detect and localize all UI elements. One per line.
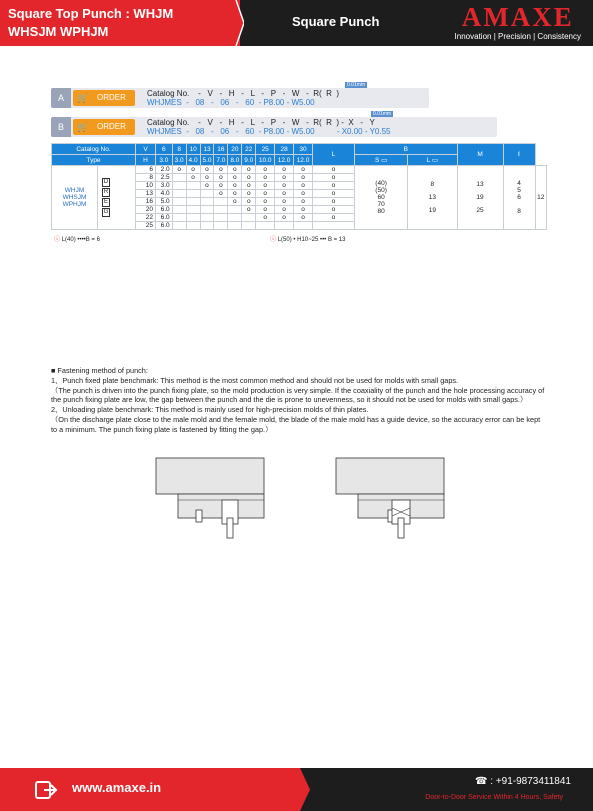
availability-mark: o [186, 166, 200, 174]
table-row [52, 166, 547, 174]
v-header: V [136, 144, 156, 155]
note-right-text: L(50) • H10~25 ••• B = 13 [277, 237, 346, 243]
v-value: 16 [145, 198, 153, 205]
h-value: 2.5 [156, 174, 173, 182]
order-button-label: ORDER [97, 122, 126, 131]
shape-code: E [103, 199, 108, 205]
availability-mark: o [275, 190, 294, 198]
v-col-0: 6 [156, 144, 173, 155]
availability-mark: o [242, 190, 256, 198]
v-cell [136, 190, 156, 198]
fastening-text [51, 366, 547, 435]
b-l-value: 13 [476, 181, 484, 188]
availability-mark: o [256, 190, 275, 198]
v-col-8: 28 [275, 144, 294, 155]
brand-logo [455, 3, 581, 41]
b-s-header: S ▭ [354, 155, 407, 166]
availability-mark: o [256, 182, 275, 190]
order-letter: A [51, 88, 71, 108]
b-s-value: 8 [430, 181, 435, 188]
availability-mark: o [214, 190, 228, 198]
fastening-p3: 2、Unloading plate benchmark: This method is mainly used for high-precision molds of thin plates. [51, 405, 369, 415]
availability-mark: o [312, 182, 354, 190]
b-s-value: 13 [428, 194, 436, 201]
availability-mark: o [228, 174, 242, 182]
left-title-line2: WHSJM WPHJM [8, 24, 109, 39]
availability-mark: o [256, 214, 275, 222]
warning-icon: ⓘ [270, 237, 277, 243]
availability-mark: o [200, 182, 214, 190]
v-cell [136, 206, 156, 214]
v-value: 13 [145, 190, 153, 197]
v-cell [136, 182, 156, 190]
h-col-0: 3.0 [156, 155, 173, 166]
punch-plate-diagram [154, 456, 266, 542]
brand-name: AMAXE [461, 2, 574, 32]
phone-icon: ☎ [475, 776, 488, 787]
availability-mark [214, 198, 228, 206]
order-button[interactable] [73, 90, 135, 106]
availability-mark: o [228, 166, 242, 174]
availability-mark [172, 190, 186, 198]
availability-mark [172, 182, 186, 190]
order-bar-b [51, 111, 497, 137]
v-cell [136, 214, 156, 222]
availability-mark [186, 206, 200, 214]
stripper-plate-diagram [334, 456, 446, 542]
v-value: 25 [145, 222, 153, 229]
b-s-value: 19 [428, 207, 436, 214]
footer [0, 768, 593, 811]
h-value: 2.0 [156, 166, 173, 174]
availability-mark: o [312, 166, 354, 174]
v-cell [136, 222, 156, 230]
v-cell [136, 198, 156, 206]
availability-mark: o [242, 166, 256, 174]
availability-mark [172, 206, 186, 214]
availability-mark [242, 222, 256, 230]
availability-mark: o [275, 166, 294, 174]
order-letter: B [51, 117, 71, 137]
availability-mark: o [312, 174, 354, 182]
availability-mark [200, 214, 214, 222]
l-values: (40) (50) 60 70 80 [354, 166, 407, 230]
b-header: B [354, 144, 457, 155]
tolerance-badge: 0.01mm [373, 111, 392, 117]
availability-mark [172, 214, 186, 222]
availability-mark: o [294, 190, 313, 198]
availability-mark: o [242, 198, 256, 206]
availability-mark [200, 190, 214, 198]
availability-mark [200, 198, 214, 206]
v-value: 6 [149, 166, 153, 173]
shape-code: G [103, 209, 109, 215]
fastening-p4: （On the discharge plate close to the male mold and the female mold, the blade of the male mold has a guide device, so the accuracy error can be kept to a minimum. The punch fixing plate is fastened by fitting the gap.） [51, 414, 541, 434]
availability-mark: o [312, 214, 354, 222]
availability-mark [186, 182, 200, 190]
availability-mark [256, 222, 275, 230]
availability-mark: o [256, 206, 275, 214]
availability-mark: o [294, 214, 313, 222]
h-col-5: 8.0 [228, 155, 242, 166]
h-col-9: 12.0 [294, 155, 313, 166]
availability-mark: o [214, 174, 228, 182]
catalog-format: Catalog No. - V - H - L - P - W - R( R ) - X - Y [147, 118, 375, 127]
availability-mark [172, 222, 186, 230]
shape-code: R [103, 189, 109, 195]
service-text: Door-to-Door Service Within 4 Hours, Safety [425, 794, 563, 801]
fastening-heading: ■ Fastening method of punch: [51, 366, 148, 375]
h-value: 6.0 [156, 206, 173, 214]
v-col-4: 16 [214, 144, 228, 155]
availability-mark: o [200, 166, 214, 174]
availability-mark [275, 222, 294, 230]
availability-mark: o [275, 214, 294, 222]
availability-mark: o [242, 174, 256, 182]
header-red-band [0, 0, 240, 46]
phone [475, 776, 571, 787]
availability-mark: o [275, 198, 294, 206]
order-button[interactable] [73, 119, 135, 135]
type-cell [52, 166, 98, 230]
availability-mark: o [312, 206, 354, 214]
availability-mark: o [172, 166, 186, 174]
availability-mark [228, 214, 242, 222]
phone-number: : +91-9873411841 [490, 776, 571, 787]
availability-mark [200, 206, 214, 214]
availability-mark [186, 222, 200, 230]
availability-mark [312, 222, 354, 230]
website-link[interactable]: www.amaxe.in [72, 780, 162, 795]
warning-icon: ⓘ [54, 237, 61, 243]
note-left [54, 234, 100, 243]
type-name: WHSJM [62, 194, 87, 201]
availability-mark [172, 174, 186, 182]
order-bar-a [51, 82, 429, 108]
availability-mark: o [228, 190, 242, 198]
order-button-label: ORDER [97, 93, 126, 102]
catalog-example: WHJMES - 08 - 06 - 60 - P8.00 - W5.00 - X0.00 - Y0.55 [147, 127, 391, 136]
h-value: 3.0 [156, 182, 173, 190]
availability-mark [294, 222, 313, 230]
availability-mark [186, 190, 200, 198]
brand-tagline: Innovation | Precision | Consistency [454, 32, 581, 41]
type-name: WHJM [64, 187, 85, 194]
h-col-1: 3.0 [172, 155, 186, 166]
v-col-3: 13 [200, 144, 214, 155]
h-col-6: 9.0 [242, 155, 256, 166]
left-title-line1: Square Top Punch : WHJM [8, 6, 174, 21]
h-value: 6.0 [156, 214, 173, 222]
v-cell [136, 166, 156, 174]
b-l-value: 25 [476, 207, 484, 214]
h-value: 4.0 [156, 190, 173, 198]
b-s-values [408, 166, 457, 230]
fastening-p1: 1、Punch fixed plate benchmark: This method is the most common method and should not be used for molds with small gaps. [51, 375, 459, 385]
fastening-p2: （The punch is driven into the punch fixing plate, so the mold production is very simple. If the coaxiality of the punch and the hole processing accuracy of the punch fixing plate are low, the gap between the punch and the die is prone to unevenness, so it should not be used for molds with small gaps.） [51, 385, 545, 405]
availability-mark: o [312, 190, 354, 198]
v-col-1: 8 [172, 144, 186, 155]
note-right [270, 234, 345, 243]
availability-mark: o [294, 182, 313, 190]
v-cell [136, 174, 156, 182]
availability-mark: o [242, 206, 256, 214]
type-header: Type [52, 155, 136, 166]
v-value: 10 [145, 182, 153, 189]
availability-mark: o [294, 174, 313, 182]
availability-mark: o [256, 174, 275, 182]
availability-mark [228, 222, 242, 230]
footer-red-band [0, 768, 300, 811]
availability-mark [214, 214, 228, 222]
availability-mark [186, 198, 200, 206]
v-col-2: 10 [186, 144, 200, 155]
h-header: H [136, 155, 156, 166]
spec-table [51, 143, 547, 230]
b-l-values [457, 166, 503, 230]
l-small-value: 12 [535, 166, 546, 230]
header [0, 0, 593, 46]
availability-mark: o [200, 174, 214, 182]
h-col-7: 10.0 [256, 155, 275, 166]
share-icon [34, 776, 60, 802]
availability-mark: o [228, 182, 242, 190]
h-col-2: 4.0 [186, 155, 200, 166]
h-value: 5.0 [156, 198, 173, 206]
m-header: M [457, 144, 503, 166]
h-col-4: 7.0 [214, 155, 228, 166]
shape-code: D [103, 179, 109, 185]
catalog-header: Catalog No. [52, 144, 136, 155]
tolerance-badge: 0.01mm [347, 82, 366, 88]
cart-icon: 🛒 [77, 93, 89, 103]
b-l-label: L [426, 157, 431, 164]
availability-mark [214, 206, 228, 214]
availability-mark [172, 198, 186, 206]
m-values: 4 5 6 8 [503, 166, 535, 230]
availability-mark: o [275, 182, 294, 190]
l-small-header: ℓ [503, 144, 535, 166]
availability-mark: o [312, 198, 354, 206]
availability-mark: o [294, 206, 313, 214]
b-s-label: S [374, 157, 380, 164]
shape-cell [98, 166, 136, 230]
catalog-format: Catalog No. - V - H - L - P - W - R( R ) [147, 89, 340, 98]
v-col-6: 22 [242, 144, 256, 155]
availability-mark [214, 222, 228, 230]
l-header: L [312, 144, 354, 166]
availability-mark [186, 214, 200, 222]
spec-table-body [52, 166, 547, 230]
availability-mark [200, 222, 214, 230]
page-title: Square Punch [292, 14, 380, 29]
note-left-text: L(40) ••••B = 6 [61, 237, 100, 243]
availability-mark: o [275, 174, 294, 182]
h-value: 6.0 [156, 222, 173, 230]
availability-mark: o [256, 198, 275, 206]
availability-mark: o [242, 182, 256, 190]
availability-mark: o [214, 166, 228, 174]
type-name: WPHJM [62, 201, 87, 208]
v-value: 20 [145, 206, 153, 213]
v-col-7: 25 [256, 144, 275, 155]
availability-mark: o [214, 182, 228, 190]
header-arrow [226, 0, 244, 46]
h-col-8: 12.0 [275, 155, 294, 166]
availability-mark [228, 206, 242, 214]
availability-mark: o [186, 174, 200, 182]
v-value: 8 [149, 174, 153, 181]
v-col-5: 20 [228, 144, 242, 155]
availability-mark: o [294, 198, 313, 206]
v-value: 22 [145, 214, 153, 221]
availability-mark [242, 214, 256, 222]
b-l-header: L ▭ [408, 155, 457, 166]
footer-arrow [296, 768, 314, 811]
availability-mark: o [256, 166, 275, 174]
catalog-example: WHJMES - 08 - 06 - 60 - P8.00 - W5.00 [147, 98, 315, 107]
h-col-3: 5.0 [200, 155, 214, 166]
availability-mark: o [275, 206, 294, 214]
b-l-value: 19 [476, 194, 484, 201]
availability-mark: o [228, 198, 242, 206]
cart-icon: 🛒 [77, 122, 89, 132]
v-col-9: 30 [294, 144, 313, 155]
availability-mark: o [294, 166, 313, 174]
